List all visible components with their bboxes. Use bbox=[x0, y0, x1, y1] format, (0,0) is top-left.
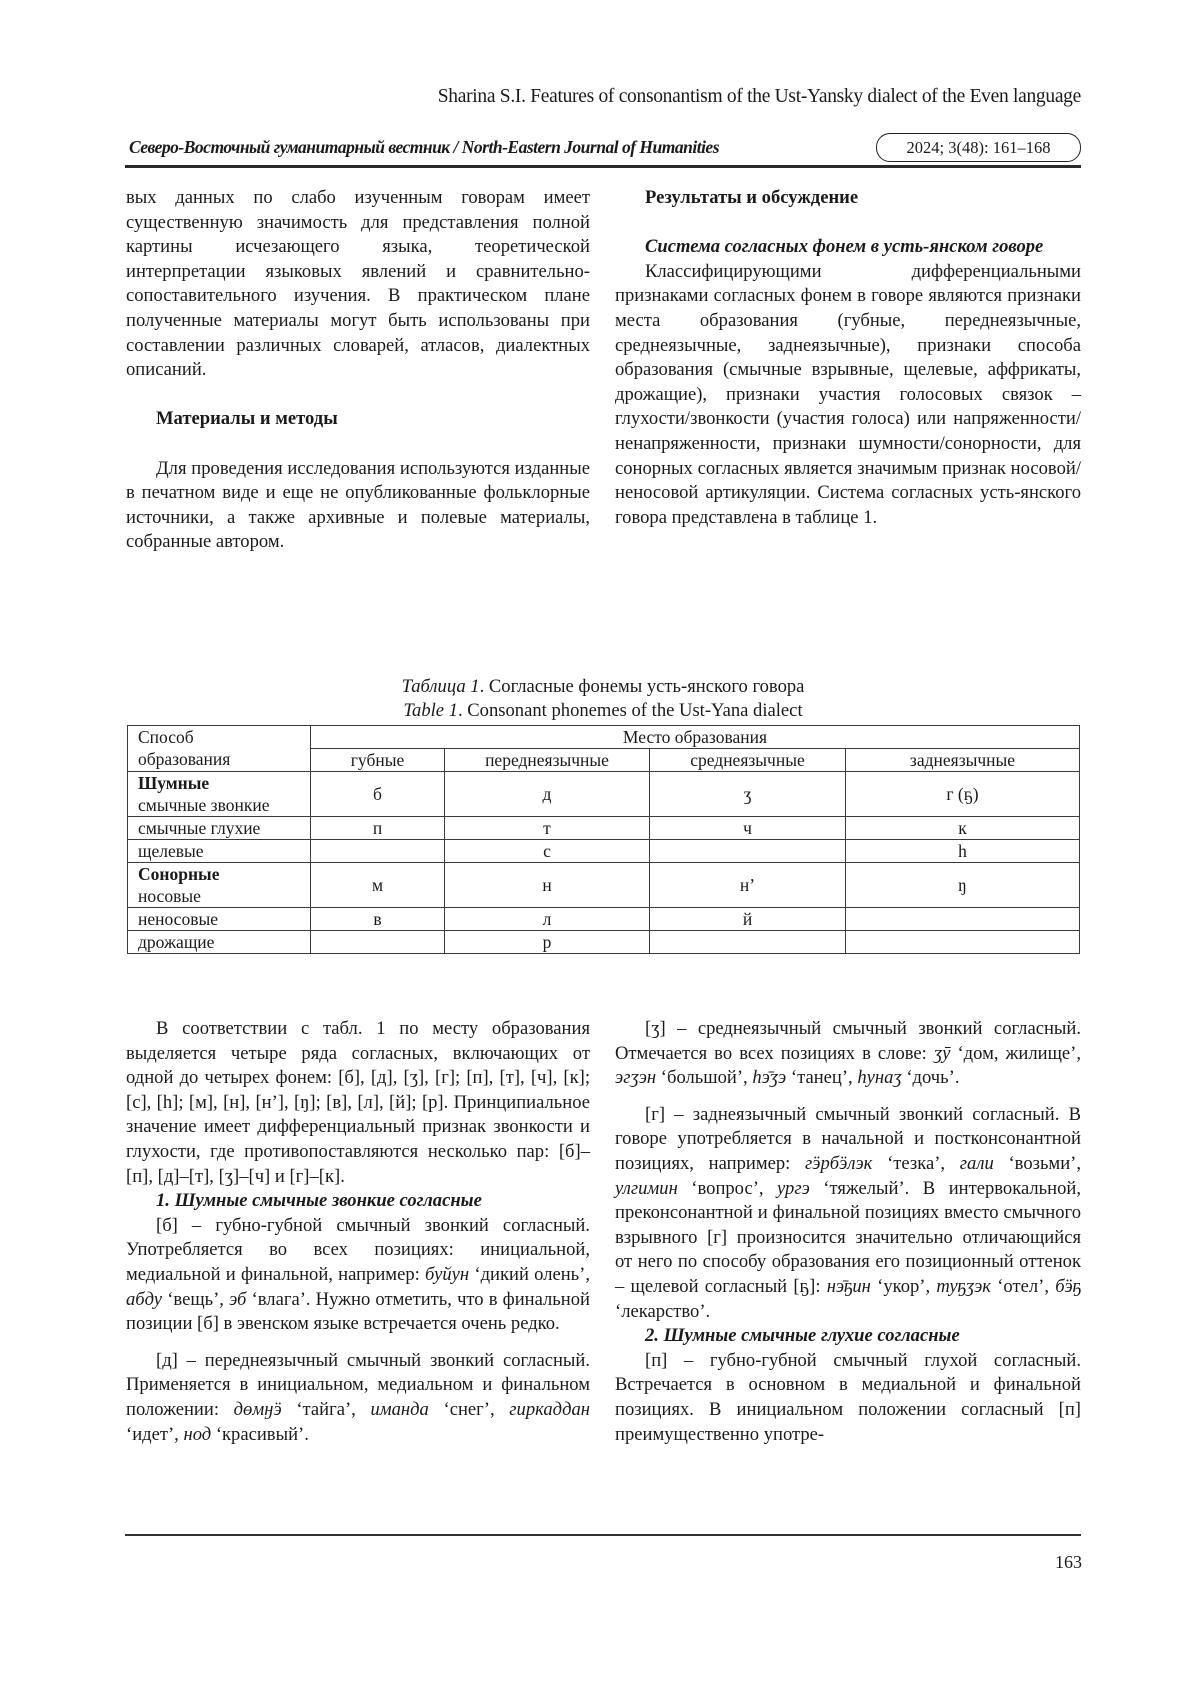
row-label: неносовые bbox=[128, 908, 311, 931]
column-header: губные bbox=[311, 749, 445, 772]
table-cell: т bbox=[445, 817, 650, 840]
journal-name: Северо-Восточный гуманитарный вестник / North-Eastern Journal of Humanities bbox=[129, 137, 720, 157]
journal-header bbox=[125, 133, 1081, 163]
table-cell: й bbox=[650, 908, 846, 931]
table-cell: с bbox=[445, 840, 650, 863]
page-number: 163 bbox=[1055, 1552, 1082, 1572]
lower-right-column bbox=[615, 1017, 1081, 1447]
table-cell: д bbox=[445, 772, 650, 817]
table-row bbox=[128, 817, 1080, 840]
paragraph: [п] – губно-губной смычный глухой согласный. Встречается в основном в медиальной и финальной позициях. В инициальном положении согласный [п] преимущественно употре- bbox=[615, 1349, 1081, 1445]
column-header: среднеязычные bbox=[650, 749, 846, 772]
table-cell: л bbox=[445, 908, 650, 931]
table-cell: h bbox=[846, 840, 1080, 863]
table-cell bbox=[650, 840, 846, 863]
row-label: смычные глухие bbox=[128, 817, 311, 840]
table-cell bbox=[650, 931, 846, 954]
table-row bbox=[128, 840, 1080, 863]
table-cell bbox=[311, 931, 445, 954]
issue-badge: 2024; 3(48): 161–168 bbox=[876, 133, 1081, 162]
subsection-heading-voiceless: 2. Шумные смычные глухие согласные bbox=[645, 1325, 960, 1347]
row-label: щелевые bbox=[128, 840, 311, 863]
paragraph: [б] – губно-губной смычный звонкий согласный. Употребляется во всех позициях: инициальной, медиальной и финальной, например: буйун ‘дикий олень’, абду ‘вещь’, эб ‘влага’. Нужно отметить, что в финальной позиции [б] в эвенском языке встречается очень редко. bbox=[126, 1214, 590, 1335]
paragraph: [д] – переднеязычный смычный звонкий согласный. Применяется в инициальном, медиальном и финальном положении: дөмӈӭ ‘тайга’, иманда ‘снег’, гиркаддан ‘идет’, нод ‘красивый’. bbox=[126, 1349, 590, 1445]
paragraph: [ʒ] – среднеязычный смычный звонкий согласный. Отмечается во всех позициях в слове: ʒӯ ‘дом, жилище’, эгʒэн ‘большой’, hэ̄ʒэ ‘танец’, hунаʒ ‘дочь’. bbox=[615, 1018, 1081, 1089]
table-cell: р bbox=[445, 931, 650, 954]
table-row bbox=[128, 931, 1080, 954]
table-cell: б bbox=[311, 772, 445, 817]
table-cell: в bbox=[311, 908, 445, 931]
upper-right-column bbox=[615, 186, 1081, 530]
row-label: дрожащие bbox=[128, 931, 311, 954]
table-cell: ŋ bbox=[846, 863, 1080, 908]
table-row bbox=[128, 772, 1080, 817]
column-header: заднеязычные bbox=[846, 749, 1080, 772]
table-cell bbox=[311, 840, 445, 863]
table-cell: к bbox=[846, 817, 1080, 840]
row-label: Шумные смычные звонкие bbox=[128, 772, 311, 817]
footer-rule bbox=[125, 1534, 1081, 1536]
paragraph: вых данных по слабо изученным говорам имеет существенную значимость для представления полной картины исчезающего языка, теоретической интерпретации языковых явлений и сравнительно-сопоставительного изучения. В практическом плане полученные материалы могут быть использованы при составлении различных словарей, атласов, диалектных описаний. bbox=[126, 187, 590, 381]
lower-left-column bbox=[126, 1017, 590, 1447]
table-cell: н’ bbox=[650, 863, 846, 908]
corner-header: Способ образования bbox=[128, 726, 311, 772]
table-cell: г (ҕ) bbox=[846, 772, 1080, 817]
paragraph: Классифицирующими дифференциальными признаками согласных фонем в говоре являются признаки места образования (губные, переднеязычные, среднеязычные, заднеязычные), признаки способа образования (смычные взрывные, щелевые, аффрикаты, дрожащие), признаки участия голосовых связок – глухости/звонкости (участия голоса) или напряженности/ненапряженности, признаки шумности/сонорности, для сонорных согласных является значимым признак носовой/неносовой артикуляции. Система согласных усть-янского говора представлена в таблице 1. bbox=[615, 260, 1081, 528]
table-cell bbox=[846, 908, 1080, 931]
table-row bbox=[128, 908, 1080, 931]
section-heading-results: Результаты и обсуждение bbox=[645, 187, 859, 208]
table-caption-en: Table 1. Consonant phonemes of the Ust-Yana dialect bbox=[403, 700, 803, 721]
subsection-heading: Система согласных фонем в усть-янском говоре bbox=[645, 236, 1044, 258]
upper-left-column bbox=[126, 186, 590, 555]
table-cell: н bbox=[445, 863, 650, 908]
running-title: Sharina S.I. Features of consonantism of the Ust-Yansky dialect of the Even language bbox=[437, 86, 1081, 107]
row-label: Сонорные носовые bbox=[128, 863, 311, 908]
table-cell: п bbox=[311, 817, 445, 840]
table-caption-ru: Таблица 1. Согласные фонемы усть-янского говора bbox=[401, 676, 805, 697]
paragraph: В соответствии с табл. 1 по месту образования выделяется четыре ряда согласных, включающих от одной до четырех фонем: [б], [д], [ʒ], [г]; [п], [т], [ч], [к]; [с], [h]; [м], [н], [н’], [ŋ]; [в], [л], [й]; [р]. Принципиальное значение имеет дифференциальный признак звонкости и глухости, где противопоставляются несколько пар: [б]–[п], [д]–[т], [ʒ]–[ч] и [г]–[к]. bbox=[126, 1018, 590, 1187]
table-cell: ʒ bbox=[650, 772, 846, 817]
column-header: переднеязычные bbox=[445, 749, 650, 772]
paragraph: [г] – заднеязычный смычный звонкий согласный. В говоре употребляется в начальной и постконсонантной позициях, например: гӭрбӭлэк ‘тезка’, гали ‘возьми’, улгимин ‘вопрос’, ургэ ‘тяжелый’. В интервокальной, преконсонантной и финальной позициях вместо смычного взрывного [г] произносится значительно отличающийся от него по способу образования его позиционный оттенок – щелевой согласный [ҕ]: нэ̄ҕин ‘укор’, туҕʒэк ‘отел’, бӭҕ ‘лекарство’. bbox=[615, 1103, 1081, 1322]
table-row bbox=[128, 863, 1080, 908]
section-heading-materials: Материалы и методы bbox=[156, 408, 338, 430]
header-rule bbox=[125, 165, 1081, 168]
paragraph: Для проведения исследования используются изданные в печатном виде и еще не опубликованные фольклорные источники, а также архивные и полевые материалы, собранные автором. bbox=[126, 457, 590, 553]
subsection-heading-voiced: 1. Шумные смычные звонкие согласные bbox=[156, 1190, 482, 1212]
table-header-row bbox=[128, 726, 1080, 749]
table-cell: м bbox=[311, 863, 445, 908]
table-cell bbox=[846, 931, 1080, 954]
table-cell: ч bbox=[650, 817, 846, 840]
consonant-table bbox=[127, 725, 1080, 954]
group-header: Место образования bbox=[311, 726, 1080, 749]
